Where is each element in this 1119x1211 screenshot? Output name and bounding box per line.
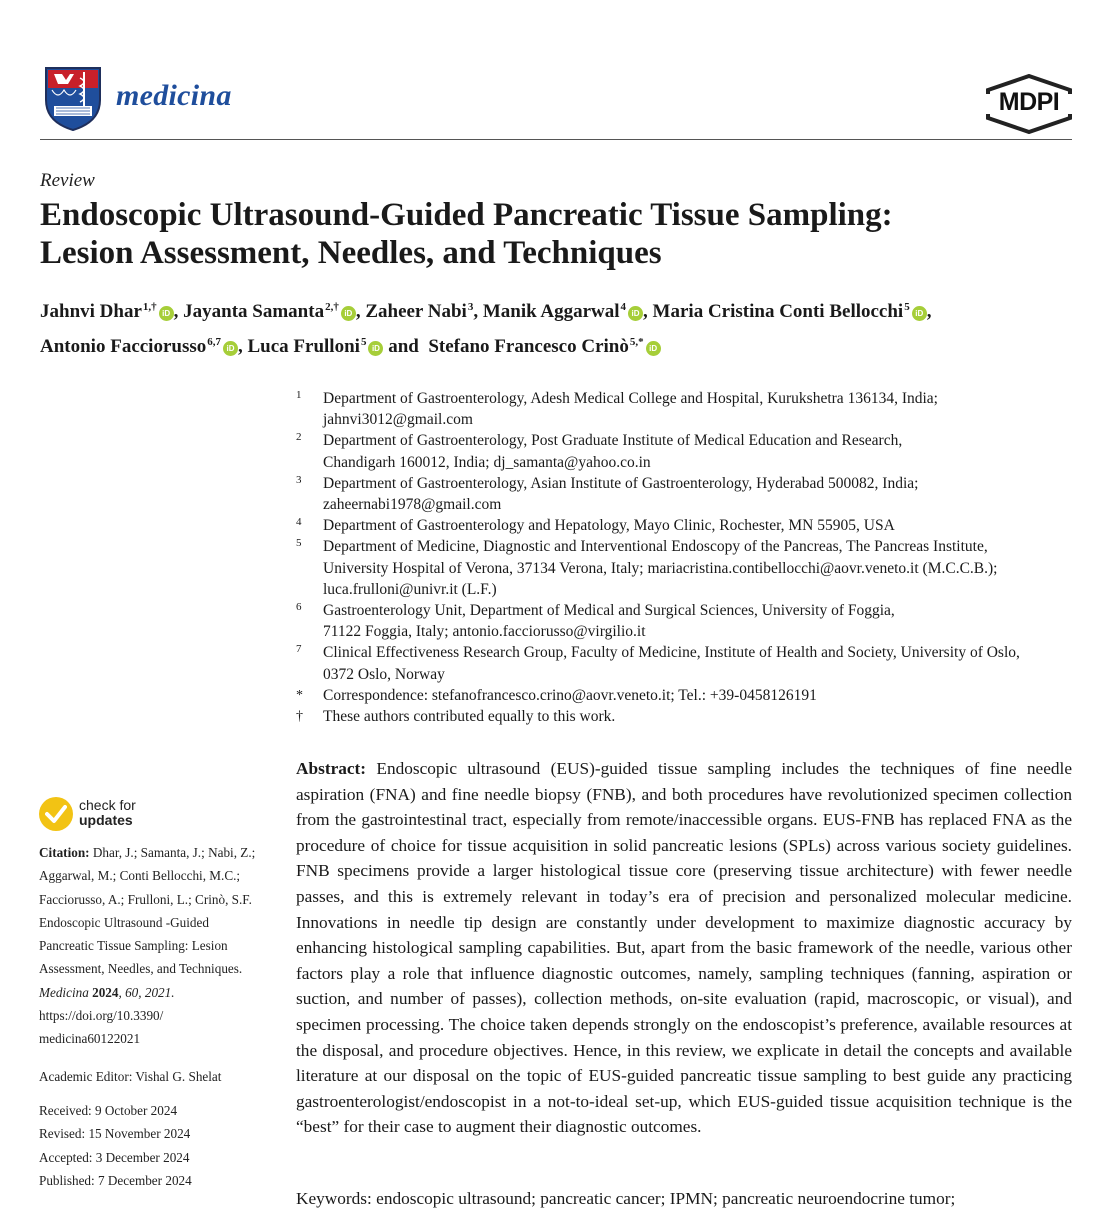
author-name: Zaheer Nabi	[365, 301, 467, 322]
abstract-label: Abstract:	[296, 759, 367, 778]
abstract	[296, 756, 1072, 1140]
author-affil-sup: 6,7	[207, 336, 221, 348]
citation-sidebar	[39, 841, 267, 1192]
affiliation-item: 7 Clinical Effectiveness Research Group, Faculty of Medicine, Institute of Health and Society, University of Oslo, 0372 Oslo, Norway	[296, 643, 1020, 683]
orcid-icon[interactable]: iD	[341, 306, 356, 321]
author-name: Luca Frulloni	[247, 336, 360, 357]
mdpi-logo	[984, 74, 1074, 134]
checkmark-icon	[39, 797, 73, 831]
author-name: Jayanta Samanta	[183, 301, 325, 322]
check-for-updates-label: check for updates	[79, 797, 136, 828]
keywords: Keywords: endoscopic ultrasound; pancreatic cancer; IPMN; pancreatic neuroendocrine tumor;	[296, 1189, 956, 1208]
citation-text: Dhar, J.; Samanta, J.; Nabi, Z.; Aggarwal, M.; Conti Bellocchi, M.C.; Facciorusso, A.; Frulloni, L.; Crinò, S.F. Endoscopic Ultrasound -Guided Pancreatic Tissue Sampling: Lesion Assessment, Needles, and Techniques.	[39, 845, 256, 977]
author-affil-sup: 5	[360, 336, 367, 348]
date-accepted: Accepted: 3 December 2024	[39, 1149, 190, 1165]
orcid-icon[interactable]: iD	[628, 306, 643, 321]
date-revised: Revised: 15 November 2024	[39, 1126, 191, 1142]
orcid-icon[interactable]: iD	[368, 341, 383, 356]
orcid-icon[interactable]: iD	[646, 341, 661, 356]
citation-label: Citation:	[39, 845, 90, 860]
author-name: Manik Aggarwal	[482, 301, 620, 322]
citation-block	[39, 841, 267, 1051]
author-name: Stefano Francesco Crinò	[428, 336, 629, 357]
affiliation-item: 6 Gastroenterology Unit, Department of Medical and Surgical Sciences, University of Foggia, 71122 Foggia, Italy; antonio.facciorusso@virgilio.it	[296, 601, 895, 641]
citation-volume: , 60, 2021.	[118, 984, 175, 1000]
article-type: Review	[40, 170, 95, 191]
article-title	[40, 196, 1080, 272]
orcid-icon[interactable]: iD	[159, 306, 174, 321]
equal-contribution-note: † These authors contributed equally to this work.	[296, 708, 616, 726]
orcid-icon[interactable]: iD	[223, 341, 238, 356]
header-divider	[40, 139, 1072, 140]
author-list: Jahnvi Dhar$^{1,\dagger}$iD , Jayanta Samanta$^{2,\dagger}$iD , Zaheer Nabi$^3$, Manik Aggarwal$^4$iD , Maria Cristina Conti Bellocchi$^5$iD , Antonio Facciorusso$^{6,7}$iD , Luca Frulloni$^5$iD and Stefano Francesco Crinò$^{5,*}$iD	[40, 301, 932, 357]
affiliation-list	[296, 388, 1086, 727]
affiliation-item: 2 Department of Gastroenterology, Post Graduate Institute of Medical Education and Research, Chandigarh 160012, India; dj_samanta@yahoo.co.in	[296, 431, 903, 471]
check-for-updates-button[interactable]	[39, 797, 179, 833]
author-affil-sup: 1,†	[142, 301, 157, 313]
citation-journal: Medicina	[39, 984, 89, 1000]
date-received: Received: 9 October 2024	[39, 1102, 178, 1118]
affiliation-item: 3 Department of Gastroenterology, Asian Institute of Gastroenterology, Hyderabad 500082, India; zaheernabi1978@gmail.com	[296, 473, 919, 514]
citation-year: 2024	[92, 984, 119, 1000]
journal-crest-logo	[44, 66, 102, 132]
title-line: Lesion Assessment, Needles, and Techniques	[40, 235, 662, 271]
affiliation-item: 4 Department of Gastroenterology and Hepatology, Mayo Clinic, Rochester, MN 55905, USA	[296, 516, 895, 535]
author-affil-sup: 5,*	[629, 336, 644, 348]
affiliation-item: 1 Department of Gastroenterology, Adesh Medical College and Hospital, Kurukshetra 136134, India; jahnvi3012@gmail.com	[296, 389, 938, 429]
doi-link[interactable]: https://doi.org/10.3390/	[39, 1008, 164, 1024]
author-name: Maria Cristina Conti Bellocchi	[652, 301, 904, 322]
orcid-icon[interactable]: iD	[912, 306, 927, 321]
author-affil-sup: 3	[467, 301, 474, 313]
author-affil-sup: 5	[904, 301, 910, 313]
author-affil-sup: 2,†	[325, 301, 339, 313]
doi-link[interactable]: medicina60122021	[39, 1031, 141, 1047]
correspondence-item: * Correspondence: stefanofrancesco.crino@aovr.veneto.it; Tel.: +39-0458126191	[296, 686, 817, 704]
date-published: Published: 7 December 2024	[39, 1172, 192, 1188]
affiliation-item: 5 Department of Medicine, Diagnostic and Interventional Endoscopy of the Pancreas, The Pancreas Institute, University Hospital of Verona, 37134 Verona, Italy; mariacristina.contibellocchi@aovr.veneto.it (M.C.C.B.); luca.frulloni@univr.it (L.F.)	[296, 537, 998, 598]
journal-name: medicina	[116, 79, 232, 112]
author-name: Antonio Facciorusso	[40, 336, 207, 357]
title-line: Endoscopic Ultrasound-Guided Pancreatic Tissue Sampling:	[40, 197, 893, 233]
academic-editor: Academic Editor: Vishal G. Shelat	[39, 1068, 222, 1084]
abstract-text: Endoscopic ultrasound (EUS)-guided tissue sampling includes the techniques of fine needle aspiration (FNA) and fine needle biopsy (FNB), and both procedures have revolutionized specimen collection from the gastrointestinal tract, especially from remote/inaccessible organs. EUS-FNB has replaced FNA as the procedure of choice for tissue acquisition in solid pancreatic lesions (SPLs) across various society guidelines. FNB specimens provide a larger histological tissue core (preserving tissue architecture) with fewer needle passes, and this is extremely relevant in today’s era of precision and personalized molecular medicine. Innovations in needle tip design are constantly under development to maximize diagnostic accuracy by enhancing histological sampling capabilities. But, apart from the basic framework of the needle, various other factors play a role that influence diagnostic outcomes, namely, sampling techniques (fanning, aspiration or suction, and number of passes), collection methods, on-site evaluation (rapid, macroscopic, or visual), and specimen processing. The choice taken depends strongly on the endoscopist’s preference, available resources at the disposal, and procedure objectives. Hence, in this review, we explicate in detail the concepts and available literature at our disposal on the topic of EUS-guided pancreatic tissue sampling to best guide any practicing gastroenterologist/endoscopist in a not-to-ideal set-up, which EUS-guided tissue acquisition technique is the “best” for their case to augment their diagnostic outcomes.	[296, 759, 1072, 1137]
author-affil-sup: 4	[620, 301, 627, 313]
author-name: Jahnvi Dhar	[40, 301, 142, 322]
publisher-name: MDPI	[998, 88, 1060, 116]
